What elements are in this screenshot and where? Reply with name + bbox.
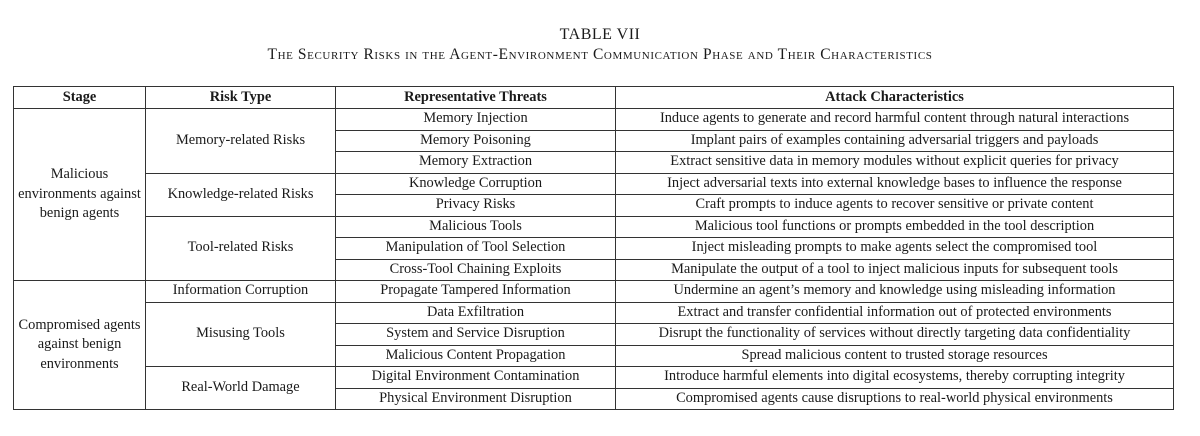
characteristic-cell: Compromised agents cause disruptions to real-world physical environments <box>616 388 1174 410</box>
threat-cell: Knowledge Corruption <box>336 173 616 195</box>
characteristic-cell: Extract sensitive data in memory modules without explicit queries for privacy <box>616 152 1174 174</box>
threat-cell: Privacy Risks <box>336 195 616 217</box>
risk-type-cell: Real-World Damage <box>146 367 336 410</box>
table-row <box>14 367 1174 389</box>
header-attack-characteristics: Attack Characteristics <box>616 87 1174 109</box>
group-malicious-environments <box>14 109 1174 281</box>
threat-cell: Cross-Tool Chaining Exploits <box>336 259 616 281</box>
characteristic-cell: Undermine an agent’s memory and knowledge using misleading information <box>616 281 1174 303</box>
table-row <box>14 109 1174 131</box>
header-stage: Stage <box>14 87 146 109</box>
characteristic-cell: Induce agents to generate and record harmful content through natural interactions <box>616 109 1174 131</box>
risk-type-cell: Memory-related Risks <box>146 109 336 174</box>
threat-cell: Memory Poisoning <box>336 130 616 152</box>
group-compromised-agents <box>14 281 1174 410</box>
characteristic-cell: Introduce harmful elements into digital ecosystems, thereby corrupting integrity <box>616 367 1174 389</box>
risk-type-cell: Information Corruption <box>146 281 336 303</box>
characteristic-cell: Inject misleading prompts to make agents select the compromised tool <box>616 238 1174 260</box>
table-title <box>0 46 1200 64</box>
table-row <box>14 216 1174 238</box>
threat-cell: Manipulation of Tool Selection <box>336 238 616 260</box>
table-number: TABLE VII <box>559 26 641 43</box>
threat-cell: Digital Environment Contamination <box>336 367 616 389</box>
risk-type-cell: Tool-related Risks <box>146 216 336 281</box>
stage-cell: Malicious environments against benign agents <box>14 109 146 281</box>
table-title-text: The Security Risks in the Agent-Environment Communication Phase and Their Characteristics <box>267 46 933 63</box>
threat-cell: System and Service Disruption <box>336 324 616 346</box>
table-row <box>14 281 1174 303</box>
characteristic-cell: Disrupt the functionality of services without directly targeting data confidentiality <box>616 324 1174 346</box>
threat-cell: Propagate Tampered Information <box>336 281 616 303</box>
characteristic-cell: Extract and transfer confidential information out of protected environments <box>616 302 1174 324</box>
characteristic-cell: Craft prompts to induce agents to recover sensitive or private content <box>616 195 1174 217</box>
threat-cell: Physical Environment Disruption <box>336 388 616 410</box>
threat-cell: Data Exfiltration <box>336 302 616 324</box>
risk-type-cell: Misusing Tools <box>146 302 336 367</box>
header-representative-threats: Representative Threats <box>336 87 616 109</box>
threat-cell: Malicious Tools <box>336 216 616 238</box>
table-row <box>14 302 1174 324</box>
threat-cell: Malicious Content Propagation <box>336 345 616 367</box>
risk-type-cell: Knowledge-related Risks <box>146 173 336 216</box>
header-row <box>14 87 1174 109</box>
characteristic-cell: Manipulate the output of a tool to inject malicious inputs for subsequent tools <box>616 259 1174 281</box>
threat-cell: Memory Injection <box>336 109 616 131</box>
characteristic-cell: Inject adversarial texts into external knowledge bases to influence the response <box>616 173 1174 195</box>
characteristic-cell: Spread malicious content to trusted storage resources <box>616 345 1174 367</box>
table-row <box>14 173 1174 195</box>
security-risks-table <box>13 86 1174 410</box>
characteristic-cell: Implant pairs of examples containing adversarial triggers and payloads <box>616 130 1174 152</box>
stage-cell: Compromised agents against benign environments <box>14 281 146 410</box>
header-risk-type: Risk Type <box>146 87 336 109</box>
threat-cell: Memory Extraction <box>336 152 616 174</box>
characteristic-cell: Malicious tool functions or prompts embedded in the tool description <box>616 216 1174 238</box>
